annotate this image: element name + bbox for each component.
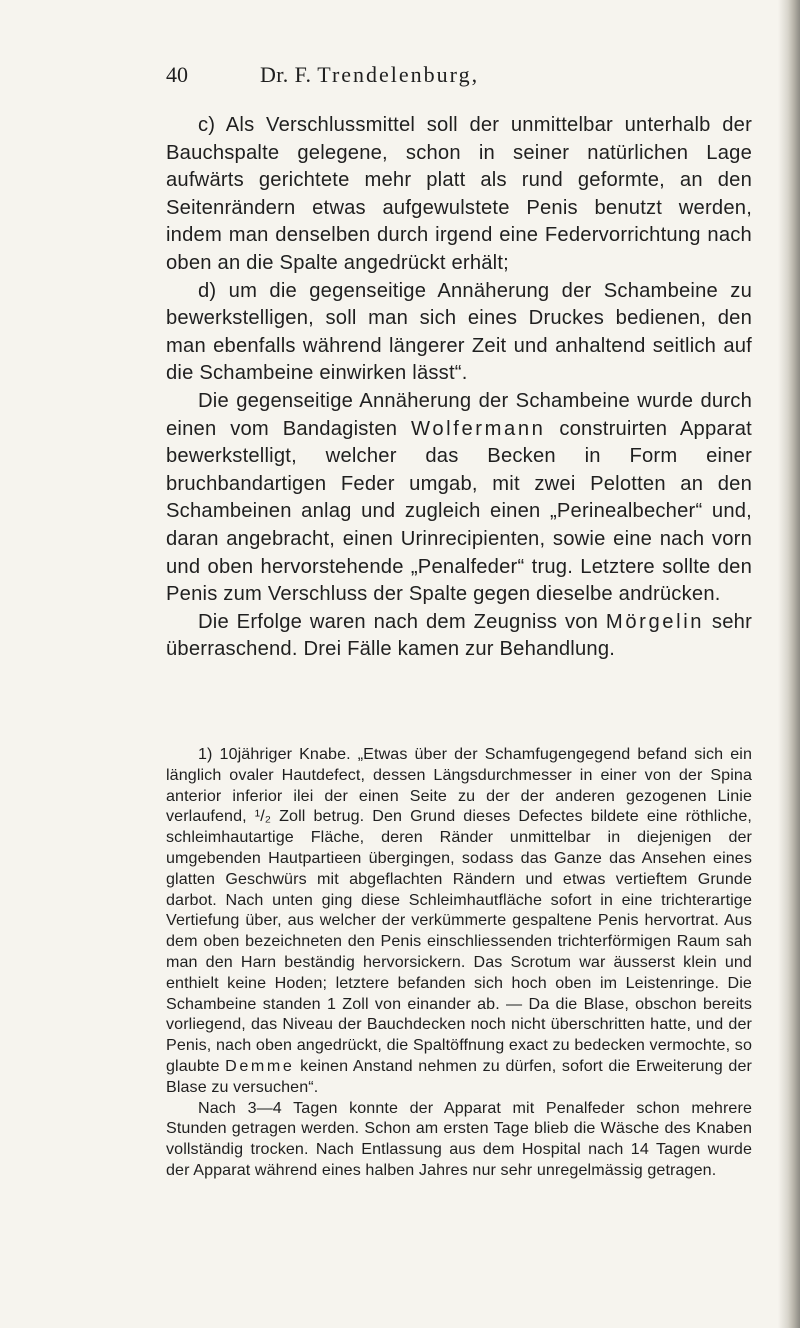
case-1-text-a: 1) 10jähriger Knabe. „Etwas über der Schamfugengegend befand sich ein länglich ovaler Hautdefect, dessen Längsdurchmesser in einer von der Spina anterior inferior ilei der einen Seite zu der der anderen gezogenen Linie verlaufend, bbox=[166, 745, 752, 826]
paragraph-c: c) Als Verschlussmittel soll der unmittelbar unterhalb der Bauchspalte gelegene, schon in seiner natürlichen Lage aufwärts gerichtete mehr platt als rund geformte, an den Seitenrändern etwas aufgewulstete Penis benutzt werden, indem man denselben durch irgend eine Federvorrichtung nach oben an die Spalte angedrückt erhält; bbox=[166, 114, 752, 274]
running-head-author: Trendelenburg bbox=[317, 62, 472, 87]
case-report bbox=[166, 744, 752, 1181]
running-head-suffix: , bbox=[471, 62, 478, 87]
name-wolfermann: Wolfermann bbox=[411, 417, 546, 440]
paragraph-apparatus-text-b: construirten Apparat bewerkstelligt, welcher das Becken in Form einer bruchbandartigen Feder umgab, mit zwei Pelotten an den Schambeinen anlag und zugleich einen „Perinealbecher“ und, daran angebracht, einen Urinrecipienten, sowie eine nach vorn und oben hervorstehende „Penalfeder“ trug. Letztere sollte den Penis zum Verschluss der Spalte gegen dieselbe andrücken. bbox=[166, 417, 752, 606]
case-1-outcome: Nach 3—4 Tagen konnte der Apparat mit Penalfeder schon mehrere Stunden getragen werden. Schon am ersten Tage blieb die Wäsche des Knaben vollständig trocken. Nach Entlassung aus dem Hospital nach 14 Tagen wurde der Apparat während eines halben Jahres nur sehr unregelmässig getragen. bbox=[166, 1098, 752, 1179]
main-text bbox=[166, 112, 752, 664]
page-header bbox=[138, 62, 758, 92]
case-1-fraction: ¹/₂ bbox=[254, 807, 272, 826]
paragraph-results-text-a: Die Erfolge waren nach dem Zeugniss von bbox=[198, 610, 606, 633]
paragraph-results bbox=[166, 609, 752, 664]
paragraph-apparatus bbox=[166, 388, 752, 609]
paragraph-apparatus-text-a: Die gegenseitige Annäherung der Schambeine wurde durch einen vom Bandagisten bbox=[166, 389, 752, 440]
page-edge-shadow bbox=[778, 0, 800, 1328]
name-demme: Demme bbox=[225, 1056, 295, 1075]
case-1-text-b: Zoll betrug. Den Grund dieses Defectes bildete eine röthliche, schleimhautartige Fläche, deren Ränder unmittelbar in diejenigen der umgebenden Hautpartieen übergingen, sodass das Ganze das Ansehen eines glatten Geschwürs mit abgeflachten Rändern und etwas vertieftem Grunde darbot. Nach unten ging diese Schleimhautfläche sofort in eine trichterartige Vertiefung über, aus welcher der verkümmerte gespaltene Penis hervortrat. Aus dem oben bezeichneten den Penis einschliessenden trichterförmigen Raum sah man den Harn beständig hervorsickern. Das Scrotum war äusserst klein und enthielt keine Hoden; letztere befanden sich hoch oben im Leistenringe. Die Schambeine standen 1 Zoll von einander ab. — Da die Blase, obschon bereits vorliegend, das Niveau der Bauchdecken noch nicht überschritten hatte, und der Penis, nach oben angedrückt, die Spaltöffnung exact zu bedecken vermochte, so glaubte bbox=[166, 807, 752, 1075]
paragraph-results-text-b: sehr überraschend. Drei Fälle kamen zur Behandlung. bbox=[166, 610, 752, 661]
name-moergelin: Mörgelin bbox=[605, 610, 705, 633]
running-head-prefix: Dr. F. bbox=[260, 62, 318, 87]
running-head bbox=[260, 62, 478, 88]
case-1-text-c: keinen Anstand nehmen zu dürfen, sofort die Erweiterung der Blase zu versuchen“. bbox=[166, 1056, 752, 1096]
case-1-description bbox=[166, 744, 752, 1098]
page-number: 40 bbox=[166, 62, 188, 87]
paragraph-d: d) um die gegenseitige Annäherung der Schambeine zu bewerkstelligen, soll man sich eines Druckes bedienen, den man ebenfalls während längerer Zeit und anhaltend seitlich auf die Schambeine einwirken lässt“. bbox=[166, 279, 752, 385]
